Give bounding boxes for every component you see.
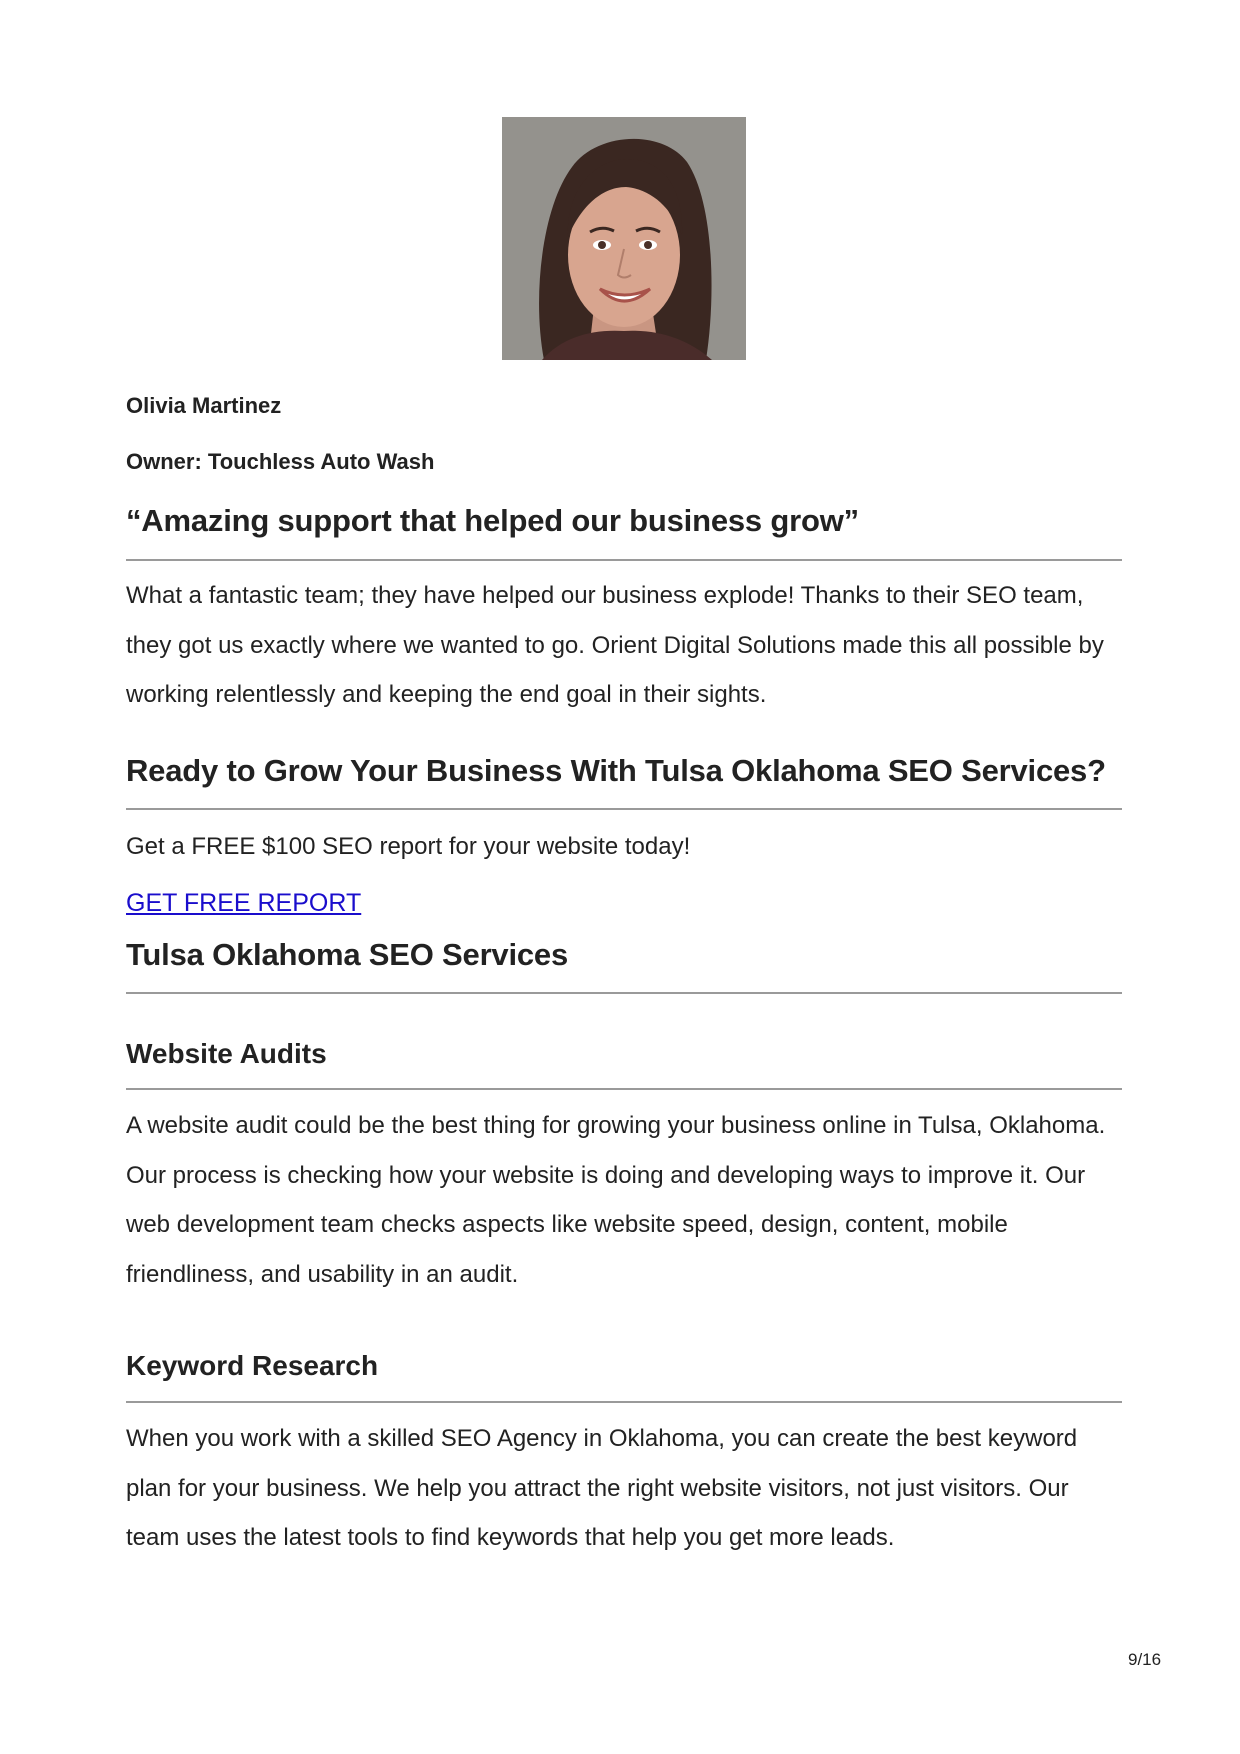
divider xyxy=(126,992,1122,994)
page-number: 9/16 xyxy=(1128,1650,1162,1669)
divider xyxy=(126,1088,1122,1090)
person-portrait-icon xyxy=(502,117,746,360)
service-body-keyword-research: When you work with a skilled SEO Agency in Oklahoma, you can create the best keyword plan for your business. We help you attract the right website visitors, not just visitors. Our team uses the latest tools to find keywords that help you get more leads. xyxy=(126,1425,1078,1551)
cta-heading: Ready to Grow Your Business With Tulsa Oklahoma SEO Services? xyxy=(126,753,1106,788)
service-title-website-audits: Website Audits xyxy=(126,1038,327,1069)
get-free-report-link[interactable]: GET FREE REPORT xyxy=(126,889,362,917)
testimonial-name: Olivia Martinez xyxy=(126,393,282,418)
divider xyxy=(126,559,1122,561)
testimonial-quote-title: “Amazing support that helped our business grow” xyxy=(126,503,859,538)
divider xyxy=(126,808,1122,810)
service-title-keyword-research: Keyword Research xyxy=(126,1350,379,1381)
testimonial-role: Owner: Touchless Auto Wash xyxy=(126,449,435,474)
testimonial-quote-body: What a fantastic team; they have helped our business explode! Thanks to their SEO team, they got us exactly where we wanted to go. Orient Digital Solutions made this all possible by working relentlessly and keeping the end goal in their sights. xyxy=(126,582,1104,708)
service-body-website-audits: A website audit could be the best thing for growing your business online in Tulsa, Oklahoma. Our process is checking how your website is doing and developing ways to improve it. Our web development team checks aspects like website speed, design, content, mobile friendliness, and usability in an audit. xyxy=(126,1112,1106,1288)
services-heading: Tulsa Oklahoma SEO Services xyxy=(126,937,569,972)
cta-text: Get a FREE $100 SEO report for your website today! xyxy=(126,833,691,860)
testimonial-photo xyxy=(502,117,746,360)
divider xyxy=(126,1401,1122,1403)
